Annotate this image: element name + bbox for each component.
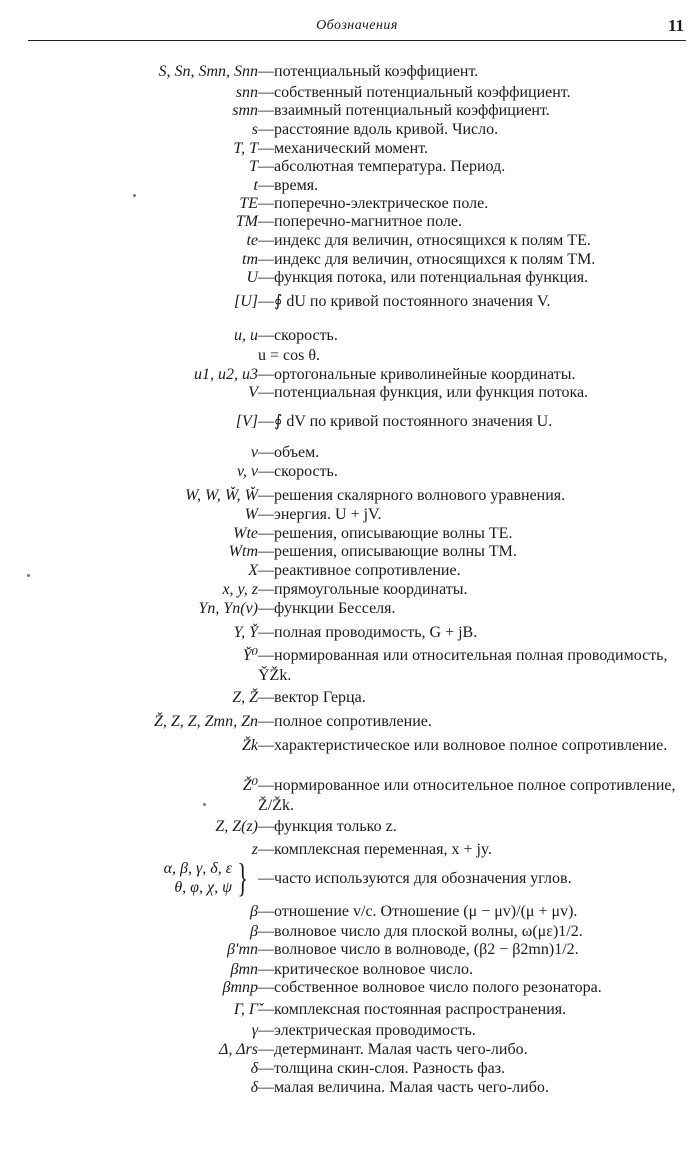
- notation-description: —поперечно-электрическое поле.: [258, 195, 489, 212]
- notation-description: —детерминант. Малая часть чего-либо.: [258, 1041, 528, 1058]
- notation-description: —комплексная переменная, x + jy.: [258, 841, 492, 858]
- notation-description: —функция потока, или потенциальная функция.: [258, 269, 589, 286]
- notation-symbol: [U]: [233, 293, 258, 310]
- notation-symbol: snn: [235, 84, 258, 101]
- print-speck: [203, 803, 206, 806]
- notation-description: —поперечно-магнитное поле.: [258, 213, 462, 230]
- notation-description: —время.: [258, 177, 319, 194]
- notation-description: —собственное волновое число полого резонатора.: [258, 979, 602, 996]
- notation-description: —потенциальный коэффициент.: [258, 63, 479, 80]
- greek-symbol-group: [132, 855, 252, 904]
- notation-description: —реактивное сопротивление.: [258, 562, 461, 579]
- notation-symbol: γ: [251, 1022, 258, 1039]
- right-brace-icon: }: [237, 855, 248, 900]
- notation-description: —критическое волновое число.: [258, 961, 474, 978]
- notation-symbol: β: [250, 903, 258, 920]
- notation-symbol: te: [246, 232, 258, 249]
- notation-description: —абсолютная температура. Период.: [258, 158, 506, 175]
- notation-description: —нормированное или относительное полное сопротивление, Ž/Žk.: [258, 777, 676, 814]
- notation-symbol: Ž⁰: [242, 777, 258, 794]
- notation-symbol: TE: [239, 195, 258, 212]
- notation-description: —полное сопротивление.: [258, 713, 432, 730]
- notation-description: —малая величина. Малая часть чего-либо.: [258, 1079, 549, 1096]
- notation-symbol: u, u: [234, 327, 258, 344]
- notation-description: —энергия. U + jV.: [258, 506, 382, 523]
- notation-description: u = cos θ.: [258, 347, 321, 364]
- greek-symbols-line-2: θ, φ, χ, ψ: [174, 879, 232, 896]
- notation-description: —решения скалярного волнового уравнения.: [258, 487, 566, 504]
- notation-symbol: Z, Z(z): [215, 818, 258, 835]
- notation-description: —функция только z.: [258, 818, 397, 835]
- notation-symbol: βmnp: [222, 979, 258, 996]
- notation-symbol: S, Sn, Smn, Snn: [158, 63, 258, 80]
- notation-description: —собственный потенциальный коэффициент.: [258, 84, 571, 101]
- notation-symbol: δ: [250, 1079, 258, 1096]
- notation-description: —прямоугольные координаты.: [258, 581, 468, 598]
- notation-symbol: tm: [242, 251, 258, 268]
- notation-symbol: Ž, Z, Z, Zmn, Zn: [153, 713, 258, 730]
- notation-symbol: Wte: [233, 525, 258, 542]
- notation-symbol: [V]: [235, 413, 258, 430]
- notation-symbol: T, T: [233, 140, 258, 157]
- page-number: 11: [667, 16, 684, 35]
- notation-description: —функции Бесселя.: [258, 600, 396, 617]
- notation-description: —волновое число для плоской волны, ω(με)1/2.: [258, 923, 583, 940]
- greek-group-description: —часто используются для обозначения углов.: [258, 870, 572, 887]
- notation-description: —механический момент.: [258, 140, 428, 157]
- notation-symbol: W, W, W̌, W̌: [185, 487, 258, 504]
- notation-description: —расстояние вдоль кривой. Число.: [258, 121, 499, 138]
- greek-symbols-line-1: α, β, γ, δ, ε: [163, 860, 232, 877]
- notation-symbol: β′mn: [226, 941, 258, 958]
- notation-symbol: u1, u2, u3: [194, 366, 258, 383]
- notation-symbol: z: [251, 841, 258, 858]
- notation-description: —полная проводимость, G + jB.: [258, 624, 478, 641]
- header-title: Обозначения: [316, 18, 398, 33]
- notation-symbol: T: [249, 158, 258, 175]
- notation-symbol: δ: [250, 1060, 258, 1077]
- notation-symbol: TM: [235, 213, 258, 230]
- notation-symbol: V: [248, 384, 258, 401]
- notation-symbol: v: [250, 444, 258, 461]
- notation-symbol: smn: [232, 102, 258, 119]
- notation-symbol: Z, Ž: [232, 689, 258, 706]
- notation-description: —электрическая проводимость.: [258, 1022, 476, 1039]
- notation-symbol: Wtm: [228, 543, 258, 560]
- notation-description: —∮ dV по кривой постоянного значения U.: [258, 413, 553, 430]
- notation-description: —решения, описывающие волны TE.: [258, 525, 513, 542]
- notation-description: —индекс для величин, относящихся к полям TE.: [258, 232, 591, 249]
- notation-description: —толщина скин-слоя. Разность фаз.: [258, 1060, 506, 1077]
- print-speck: [27, 574, 30, 577]
- notation-symbol: Yn, Yn(v): [198, 600, 258, 617]
- notation-symbol: W: [244, 506, 258, 523]
- notation-description: —решения, описывающие волны TM.: [258, 543, 517, 560]
- notation-symbol: U: [246, 269, 258, 286]
- notation-symbol: β: [250, 923, 258, 940]
- notation-description: —∮ dU по кривой постоянного значения V.: [258, 293, 551, 310]
- notation-symbol: x, y, z: [222, 581, 258, 598]
- notation-description: —характеристическое или волновое полное сопротивление.: [258, 737, 668, 754]
- notation-symbol: v, v: [236, 463, 258, 480]
- notation-description: —объем.: [258, 444, 320, 461]
- notation-symbol: Γ, Γ̌: [233, 1001, 258, 1018]
- notation-symbol: Y̌⁰: [242, 647, 258, 664]
- notation-description: —индекс для величин, относящихся к полям TM.: [258, 251, 596, 268]
- notation-symbol: Žk: [242, 737, 258, 754]
- notation-symbol: X: [248, 562, 258, 579]
- notation-description: —отношение v/c. Отношение (μ − μv)/(μ + μv).: [258, 903, 578, 920]
- notation-symbol: Y, Y̌: [233, 624, 258, 641]
- print-speck: [133, 194, 136, 197]
- notation-description: —потенциальная функция, или функция потока.: [258, 384, 589, 401]
- notation-description: —скорость.: [258, 327, 338, 344]
- notation-description: —комплексная постоянная распространения.: [258, 1001, 567, 1018]
- notation-description: —нормированная или относительная полная проводимость, Y̌Žk.: [258, 647, 668, 684]
- notation-symbol: t: [253, 177, 258, 194]
- notation-description: —скорость.: [258, 463, 338, 480]
- notation-description: —ортогональные криволинейные координаты.: [258, 366, 576, 383]
- notation-symbol: Δ, Δrs: [219, 1041, 258, 1058]
- notation-description: —взаимный потенциальный коэффициент.: [258, 102, 550, 119]
- notation-description: —вектор Герца.: [258, 689, 366, 706]
- notation-description: —волновое число в волноводе, (β2 − β2mn)1/2.: [258, 941, 579, 958]
- notation-symbol: s: [251, 121, 258, 138]
- notation-symbol: βmn: [230, 961, 258, 978]
